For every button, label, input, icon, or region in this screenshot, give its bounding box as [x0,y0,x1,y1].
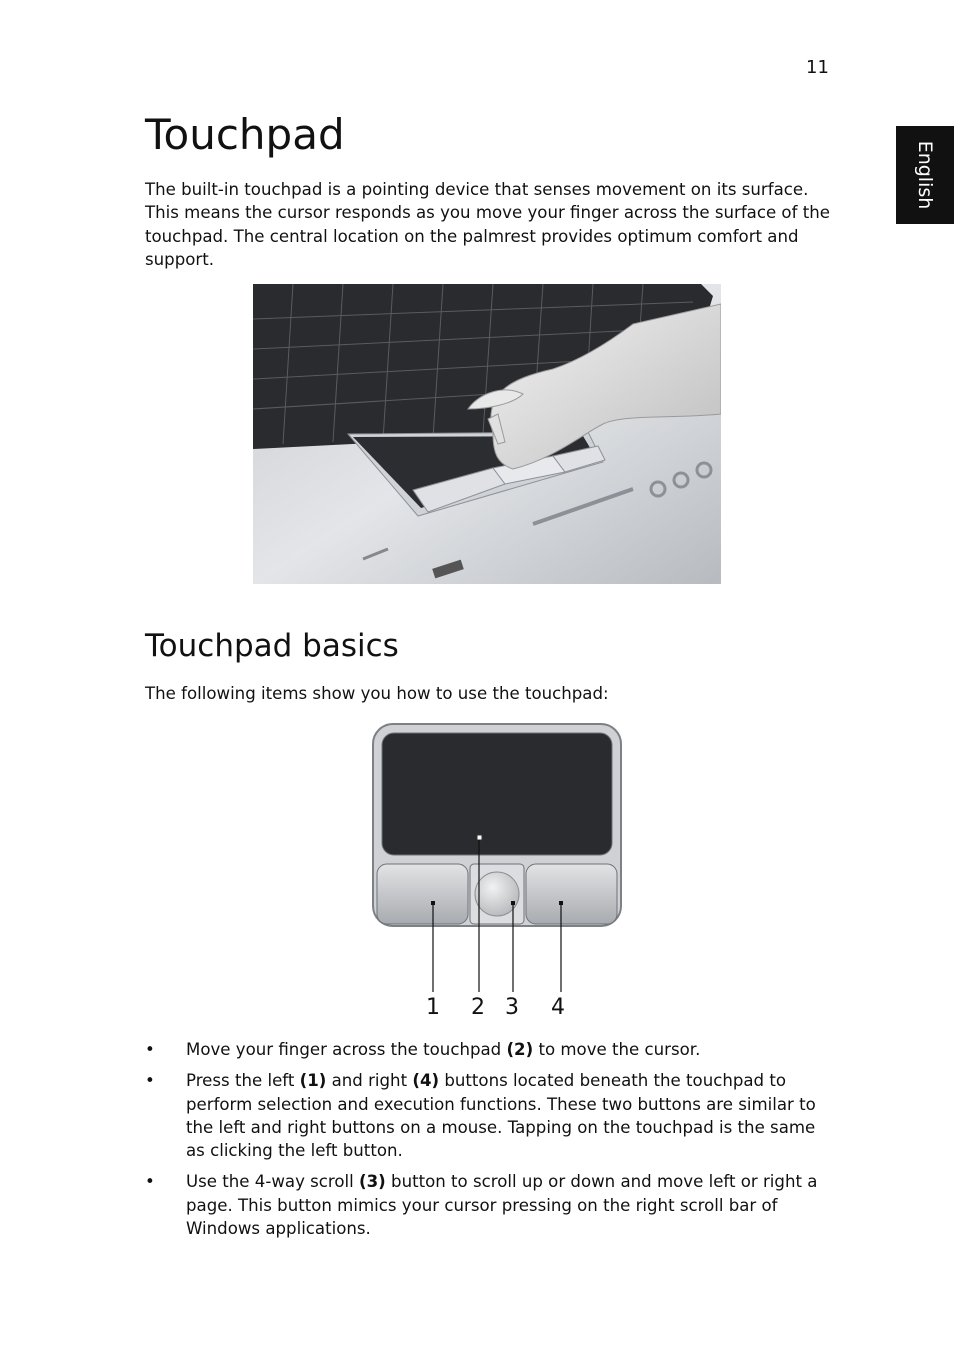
laptop-touchpad-photo [253,284,721,584]
diagram-label-1: 1 [426,995,440,1020]
diagram-label-4: 4 [551,995,565,1020]
list-item [145,1069,835,1162]
diagram-label-2: 2 [471,995,485,1020]
list-item-text: button to scroll up or down and move left or right a page. This button mimics your cursor pressing on the right scroll bar of Windows applications. [186,1172,818,1239]
list-item [145,1170,835,1240]
bullet-marker: • [145,1071,155,1091]
reference-label: (4) [412,1071,440,1091]
section-lead-paragraph: The following items show you how to use the touchpad: [145,684,609,703]
language-tab-label: English [914,140,936,210]
reference-label: (3) [359,1172,386,1192]
reference-label: (1) [299,1071,327,1091]
list-item-text: and right [326,1071,413,1091]
touchpad-diagram [360,716,640,1022]
page-title: Touchpad [145,110,345,159]
list-item [145,1038,835,1061]
section-title: Touchpad basics [145,628,399,664]
list-item-text: Use the 4-way scroll [186,1172,360,1192]
list-item-text: buttons located beneath the touchpad to perform selection and execution functions. These two buttons are similar to the left and right buttons on a mouse. Tapping on the touchpad is the same as clicking the left button. [186,1071,816,1161]
page-number: 11 [806,57,829,78]
list-item-text: to move the cursor. [533,1040,701,1059]
list-item-text: Move your finger across the touchpad [186,1040,507,1059]
diagram-label-3: 3 [505,995,519,1020]
bullet-marker: • [145,1040,155,1059]
instruction-list [145,1038,835,1248]
intro-paragraph: The built-in touchpad is a pointing device that senses movement on its surface. This means the cursor responds as you move your finger across the surface of the touchpad. The central location on the palmrest provides optimum comfort and support. [145,180,830,269]
language-tab [896,126,954,224]
bullet-marker: • [145,1172,155,1192]
reference-label: (2) [506,1040,534,1059]
list-item-text: Press the left [186,1071,300,1091]
